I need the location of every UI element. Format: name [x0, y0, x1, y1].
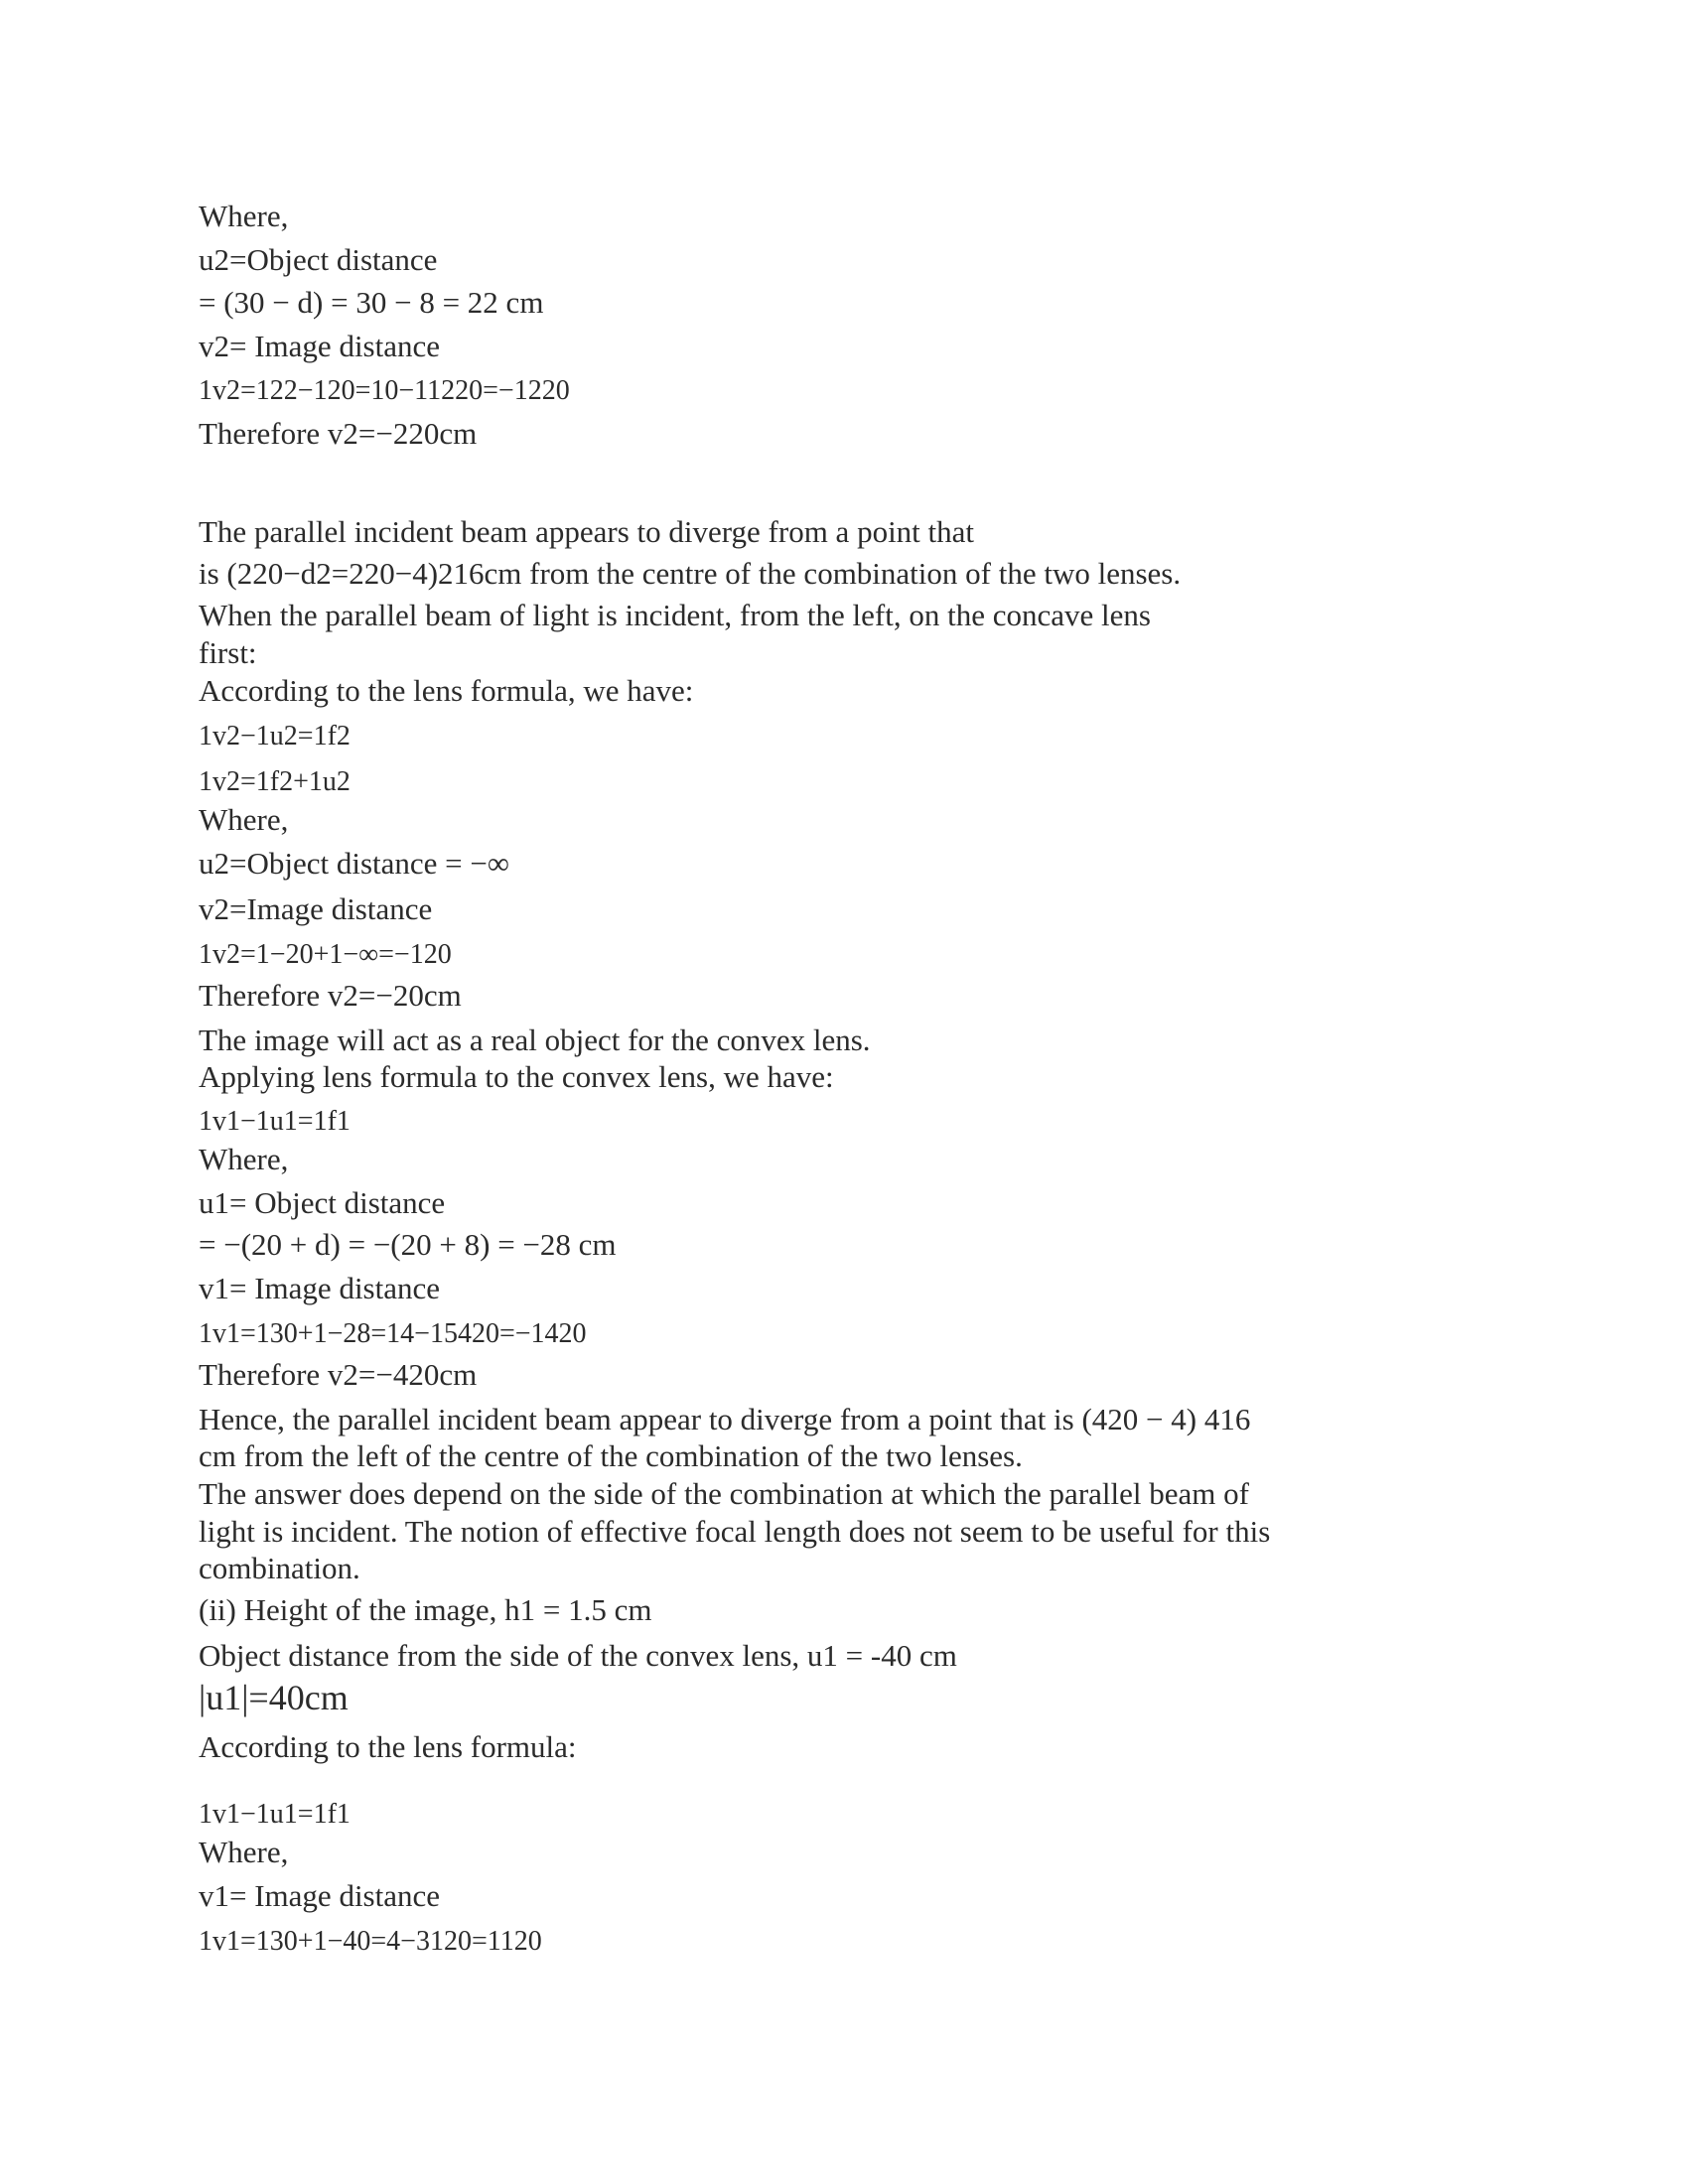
text-line: Where,	[199, 802, 289, 837]
equation-line: 1v2=1f2+1u2	[199, 766, 351, 797]
text-line: Therefore v2=−220cm	[199, 416, 478, 451]
text-line: cm from the left of the centre of the combination of the two lenses.	[199, 1438, 1023, 1473]
text-line: Hence, the parallel incident beam appear to diverge from a point that is (420 − 4) 416	[199, 1402, 1251, 1436]
text-line: = (30 − d) = 30 − 8 = 22 cm	[199, 285, 544, 320]
text-line: (ii) Height of the image, h1 = 1.5 cm	[199, 1592, 652, 1627]
text-line: light is incident. The notion of effective focal length does not seem to be useful for this	[199, 1514, 1271, 1549]
equation-line: 1v1=130+1−28=14−15420=−1420	[199, 1318, 587, 1349]
text-line: v1= Image distance	[199, 1271, 441, 1305]
equation-line: 1v1−1u1=1f1	[199, 1106, 351, 1137]
text-line: When the parallel beam of light is incident, from the left, on the concave lens	[199, 598, 1151, 632]
text-line: According to the lens formula, we have:	[199, 673, 694, 708]
text-line: is (220−d2=220−4)216cm from the centre of the combination of the two lenses.	[199, 556, 1182, 591]
text-line: v2= Image distance	[199, 329, 441, 363]
text-line: The image will act as a real object for the convex lens.	[199, 1023, 871, 1057]
text-line: According to the lens formula:	[199, 1729, 577, 1764]
text-line: u2=Object distance	[199, 242, 438, 277]
text-line: Where,	[199, 1142, 289, 1176]
text-line: = −(20 + d) = −(20 + 8) = −28 cm	[199, 1227, 617, 1262]
text-line: v1= Image distance	[199, 1878, 441, 1913]
text-line: |u1|=40cm	[199, 1678, 349, 1717]
text-line: v2=Image distance	[199, 891, 433, 926]
text-line: u1= Object distance	[199, 1185, 446, 1220]
text-line: u2=Object distance = −∞	[199, 846, 509, 881]
text-line: The answer does depend on the side of the combination at which the parallel beam of	[199, 1476, 1249, 1511]
equation-line: 1v2−1u2=1f2	[199, 721, 351, 751]
equation-line: 1v1−1u1=1f1	[199, 1799, 351, 1830]
equation-line: 1v2=122−120=10−11220=−1220	[199, 375, 570, 406]
text-line: Where,	[199, 199, 289, 233]
text-line: Therefore v2=−420cm	[199, 1357, 478, 1392]
text-line: first:	[199, 635, 257, 670]
equation-line: 1v1=130+1−40=4−3120=1120	[199, 1926, 542, 1957]
text-line: Where,	[199, 1835, 289, 1869]
text-line: Object distance from the side of the convex lens, u1 = -40 cm	[199, 1638, 957, 1673]
text-line: Applying lens formula to the convex lens, we have:	[199, 1059, 834, 1094]
text-line: Therefore v2=−20cm	[199, 978, 462, 1013]
text-line: combination.	[199, 1551, 360, 1585]
text-line: The parallel incident beam appears to diverge from a point that	[199, 514, 975, 549]
equation-line: 1v2=1−20+1−∞=−120	[199, 939, 452, 970]
